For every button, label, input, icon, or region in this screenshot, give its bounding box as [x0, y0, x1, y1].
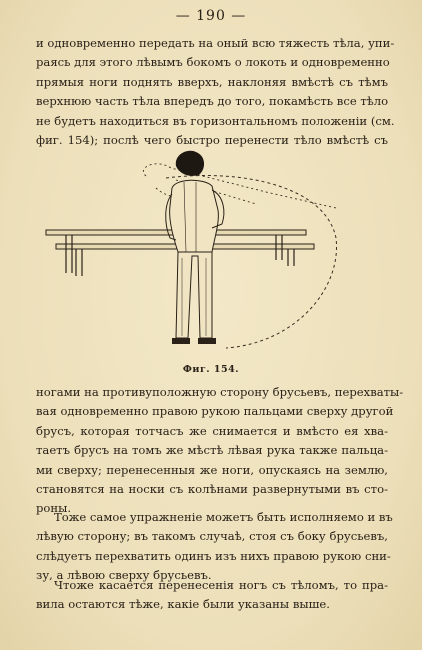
text-line: вая одновременно правою рукою пальцами сверху другой — [36, 404, 394, 419]
text-line: Тоже самое упражненіе можетъ быть исполняемо и въ — [54, 510, 393, 524]
figure-caption: Фиг. 154. — [182, 364, 240, 375]
page-number: — 190 — — [175, 8, 247, 24]
text-line: ногами на противуположную сторону брусьевъ, перехваты- — [36, 385, 404, 399]
paragraph-1 — [36, 383, 404, 519]
text-line: роны. — [36, 501, 72, 516]
text-line: фиг. 154); послѣ чего быстро перенести тѣло вмѣстѣ съ — [36, 133, 388, 148]
text-line: зу, а лѣвою сверху брусьевъ. — [36, 568, 212, 583]
paragraph-top — [36, 34, 395, 150]
text-line: становятся на носки съ колѣнами развернутыми въ сто- — [36, 482, 388, 497]
text-line: вила остаются тѣже, какіе были указаны выше. — [36, 597, 330, 612]
text-line: лѣвую сторону; въ такомъ случаѣ, стоя съ боку брусьевъ, — [36, 529, 388, 544]
text-line: верхнюю часть тѣла впередъ до того, покамѣсть все тѣло — [36, 94, 389, 109]
paragraph-3 — [36, 576, 388, 615]
text-line: слѣдуетъ перехватить одинъ изъ нихъ правою рукою сни- — [36, 548, 391, 563]
text-line: ми сверху; перенесенныя же ноги, опускаясь на землю, — [36, 462, 388, 477]
text-line: Чтоже касается перенесенія ногъ съ тѣломъ, то пра- — [54, 578, 388, 592]
text-line: прямыя ноги поднять вверхъ, наклоняя вмѣстѣ съ тѣмъ — [36, 74, 388, 89]
text-line: не будетъ находиться въ горизонтальномъ положеніи (см. — [36, 113, 395, 128]
paragraph-2 — [36, 508, 393, 586]
text-line: раясь для этого лѣвымъ бокомъ о локоть и одновременно — [36, 55, 390, 70]
text-line: таетъ брусъ на томъ же мѣстѣ лѣвая рука также пальца- — [36, 443, 388, 458]
text-line: брусъ, которая тотчасъ же снимается и вмѣсто ея хва- — [36, 423, 388, 438]
text-line: и одновременно передать на оный всю тяжесть тѣла, упи- — [36, 36, 395, 50]
figure-illustration — [36, 148, 388, 358]
